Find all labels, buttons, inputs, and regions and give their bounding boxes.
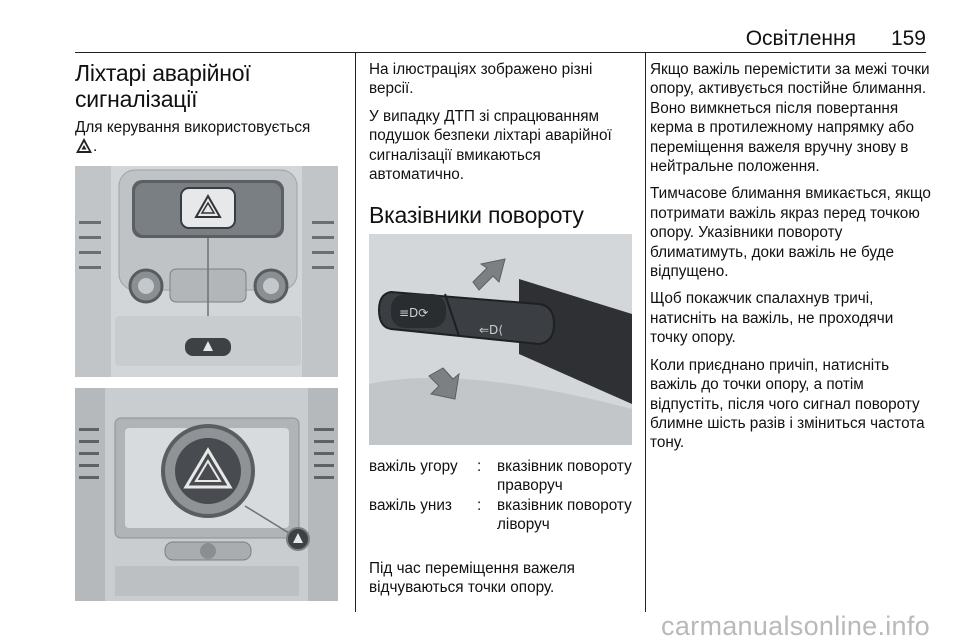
lever-definitions	[369, 457, 639, 535]
definition-row	[369, 496, 639, 535]
hazard-intro-text	[75, 118, 345, 160]
page-number: 159	[890, 27, 926, 50]
definition-colon: :	[477, 496, 482, 514]
column-2	[369, 60, 634, 228]
resistance-note: Під час переміщення важеля відчуваються точки опору.	[369, 560, 575, 597]
triple-flash-text: Щоб покажчик спалахнув тричі, натисніть на важіль, не проходячи точку опору.	[650, 290, 894, 347]
hazard-lights-heading	[75, 60, 345, 112]
intro-text: Для керування використовується	[75, 119, 311, 136]
turn-signals-heading: Вказівники повороту	[369, 202, 584, 229]
hazard-triangle-icon	[75, 137, 93, 159]
definition-term: важіль униз	[369, 496, 452, 514]
versions-note: На ілюстраціях зображено різні версії.	[369, 61, 593, 98]
source-watermark: carmanualsonline.info	[661, 611, 930, 641]
page-header	[75, 26, 926, 52]
temporary-flash-text: Тимчасове блимання вмикається, якщо потримати важіль якраз перед точкою опору. Указівники повороту блиматимуть, доки важіль не буде відпущено.	[650, 185, 931, 281]
column-1	[75, 60, 345, 168]
permanent-flash-text: Якщо важіль перемістити за межі точки опору, активується постійне блимання. Воно вимкнеться після повертання керма в протилежному напрямку або переміщення важеля вручну знову в нейтральне положення.	[650, 61, 930, 176]
svg-text:≡D⟳: ≡D⟳	[399, 306, 429, 320]
hazard-button-console-image	[75, 166, 338, 377]
hazard-button-closeup-image	[75, 388, 338, 601]
resistance-note-block	[369, 559, 639, 606]
column-3	[650, 60, 932, 461]
turn-signal-lever-image	[369, 234, 632, 445]
definition-description: вказівник повороту ліворуч	[497, 496, 632, 534]
header-rule	[75, 52, 926, 53]
definition-colon: :	[477, 458, 482, 475]
svg-text:⇐D⟨: ⇐D⟨	[479, 323, 503, 337]
intro-tail: .	[93, 138, 98, 156]
airbag-note: У випадку ДТП зі спрацюванням подушок безпеки ліхтарі аварійної сигналізації вмикаються автоматично.	[369, 107, 612, 184]
trailer-flash-text: Коли приєднано причіп, натисніть важіль до точки опору, а потім відпустіть, після чого сигнал повороту блимне шість разів і зміниться частота тону.	[650, 356, 925, 452]
section-title: Освітлення	[745, 27, 856, 50]
heading-line-2: сигналізації	[75, 86, 198, 112]
heading-line-1: Ліхтарі аварійної	[75, 60, 251, 86]
definition-term: важіль угору	[369, 458, 458, 475]
column-divider-2	[645, 52, 646, 612]
definition-description: вказівник повороту праворуч	[497, 458, 632, 495]
column-divider-1	[355, 52, 356, 612]
definition-row	[369, 457, 639, 496]
